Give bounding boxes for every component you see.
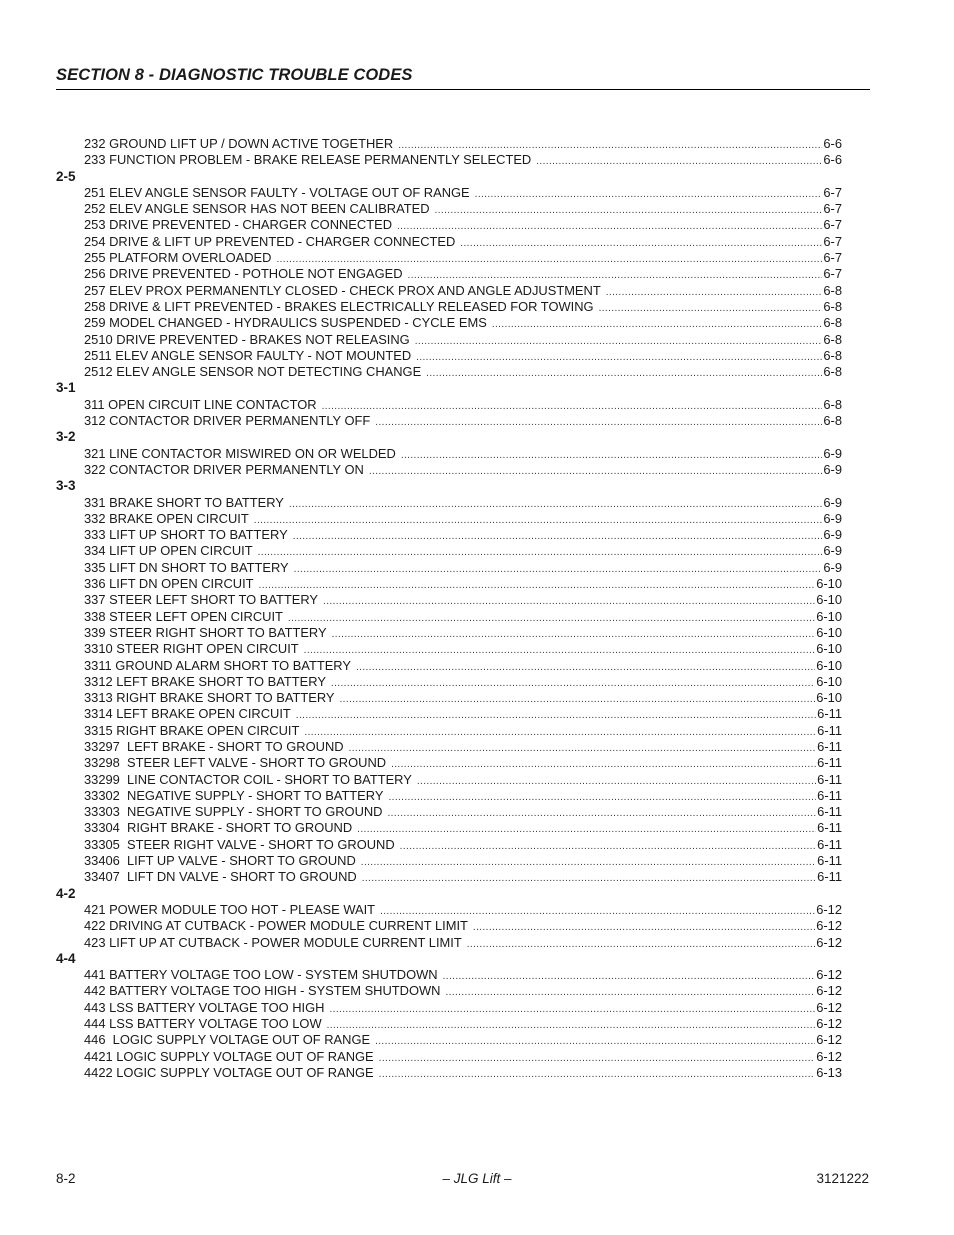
toc-dot-leader bbox=[332, 627, 816, 643]
toc-entry[interactable] bbox=[84, 299, 842, 315]
toc-entry-label: 421 POWER MODULE TOO HOT - PLEASE WAIT bbox=[84, 901, 376, 917]
toc-dot-leader bbox=[322, 399, 823, 415]
toc-entry[interactable] bbox=[84, 1000, 842, 1016]
toc-dot-leader bbox=[415, 334, 823, 350]
toc-entry-page: 6-6 bbox=[823, 152, 842, 168]
toc-dot-leader bbox=[258, 545, 823, 561]
toc-entry-label: 322 CONTACTOR DRIVER PERMANENTLY ON bbox=[84, 461, 364, 477]
toc-entry[interactable] bbox=[84, 772, 842, 788]
toc-entry[interactable] bbox=[84, 755, 842, 771]
toc-entry-page: 6-7 bbox=[823, 184, 842, 200]
toc-entry-page: 6-10 bbox=[816, 592, 842, 608]
toc-group-title: 4-2 bbox=[56, 885, 76, 901]
toc-dot-leader bbox=[349, 741, 817, 757]
toc-entry-label: 255 PLATFORM OVERLOADED bbox=[84, 250, 272, 266]
toc-entry[interactable] bbox=[84, 495, 842, 511]
toc-entry-label: 331 BRAKE SHORT TO BATTERY bbox=[84, 494, 284, 510]
toc-entry[interactable] bbox=[84, 315, 842, 331]
toc-entry-label: 254 DRIVE & LIFT UP PREVENTED - CHARGER CONNECTED bbox=[84, 233, 456, 249]
toc-entry-page: 6-7 bbox=[823, 201, 842, 217]
toc-entry-label: 333 LIFT UP SHORT TO BATTERY bbox=[84, 527, 288, 543]
toc-entry[interactable] bbox=[84, 1032, 842, 1048]
toc-dot-leader bbox=[361, 855, 816, 871]
toc-entry[interactable] bbox=[84, 690, 842, 706]
toc-dot-leader bbox=[327, 1018, 816, 1034]
toc-entry-label: 33305 STEER RIGHT VALVE - SHORT TO GROUND bbox=[84, 836, 395, 852]
toc-dot-leader bbox=[401, 448, 823, 464]
toc-entry[interactable] bbox=[84, 837, 842, 853]
toc-entry-page: 6-12 bbox=[816, 934, 842, 950]
toc-entry-page: 6-7 bbox=[823, 250, 842, 266]
toc-dot-leader bbox=[375, 415, 822, 431]
toc-entry-page: 6-10 bbox=[816, 608, 842, 624]
toc-entry[interactable] bbox=[84, 201, 842, 217]
toc-entry-page: 6-7 bbox=[823, 217, 842, 233]
toc-group-title: 3-3 bbox=[56, 478, 76, 494]
toc-entry-label: 441 BATTERY VOLTAGE TOO LOW - SYSTEM SHUTDOWN bbox=[84, 967, 438, 983]
toc-entry[interactable] bbox=[84, 446, 842, 462]
toc-entry[interactable] bbox=[84, 1065, 842, 1081]
toc-dot-leader bbox=[294, 562, 823, 578]
toc-entry-label: 335 LIFT DN SHORT TO BATTERY bbox=[84, 559, 289, 575]
toc-entry-label: 33304 RIGHT BRAKE - SHORT TO GROUND bbox=[84, 820, 353, 836]
toc-entry-label: 4422 LOGIC SUPPLY VOLTAGE OUT OF RANGE bbox=[84, 1064, 374, 1080]
toc-entry-label: 2511 ELEV ANGLE SENSOR FAULTY - NOT MOUNTED bbox=[84, 347, 412, 363]
toc-dot-leader bbox=[388, 806, 817, 822]
toc-entry[interactable] bbox=[84, 332, 842, 348]
toc-entry[interactable] bbox=[84, 967, 842, 983]
toc-entry[interactable] bbox=[84, 641, 842, 657]
toc-dot-leader bbox=[443, 969, 816, 985]
toc-entry-label: 332 BRAKE OPEN CIRCUIT bbox=[84, 510, 249, 526]
toc-entry[interactable] bbox=[84, 853, 842, 869]
toc-entry-label: 321 LINE CONTACTOR MISWIRED ON OR WELDED bbox=[84, 445, 396, 461]
toc-entry-page: 6-8 bbox=[823, 396, 842, 412]
section-header: SECTION 8 - DIAGNOSTIC TROUBLE CODES bbox=[56, 66, 413, 84]
toc-dot-leader bbox=[388, 790, 816, 806]
toc-entry-label: 336 LIFT DN OPEN CIRCUIT bbox=[84, 576, 254, 592]
toc-entry-label: 3313 RIGHT BRAKE SHORT TO BATTERY bbox=[84, 690, 335, 706]
footer-page-number: 8-2 bbox=[56, 1171, 76, 1186]
toc-dot-leader bbox=[397, 219, 822, 235]
toc-entry-page: 6-9 bbox=[823, 494, 842, 510]
toc-entry-label: 2512 ELEV ANGLE SENSOR NOT DETECTING CHANGE bbox=[84, 364, 422, 380]
toc-entry-label: 422 DRIVING AT CUTBACK - POWER MODULE CURRENT LIMIT bbox=[84, 918, 468, 934]
toc-entry-page: 6-8 bbox=[823, 282, 842, 298]
toc-dot-leader bbox=[391, 757, 816, 773]
toc-entry-page: 6-11 bbox=[817, 820, 842, 836]
toc-entry[interactable] bbox=[84, 723, 842, 739]
toc-entry[interactable] bbox=[84, 136, 842, 152]
toc-dot-leader bbox=[288, 611, 815, 627]
toc-entry-label: 33298 STEER LEFT VALVE - SHORT TO GROUND bbox=[84, 755, 387, 771]
toc-entry[interactable] bbox=[84, 935, 842, 951]
toc-entry[interactable] bbox=[84, 266, 842, 282]
toc-entry-page: 6-11 bbox=[817, 706, 842, 722]
toc-entry-label: 3310 STEER RIGHT OPEN CIRCUIT bbox=[84, 641, 299, 657]
toc-dot-leader bbox=[375, 1034, 815, 1050]
toc-entry-label: 33407 LIFT DN VALVE - SHORT TO GROUND bbox=[84, 869, 357, 885]
toc-entry-page: 6-8 bbox=[823, 331, 842, 347]
toc-group-title: 3-1 bbox=[56, 380, 76, 396]
toc-dot-leader bbox=[492, 317, 823, 333]
toc-dot-leader bbox=[379, 1051, 816, 1067]
toc-entry-page: 6-9 bbox=[823, 527, 842, 543]
toc-dot-leader bbox=[400, 839, 816, 855]
toc-entry-page: 6-12 bbox=[816, 1032, 842, 1048]
toc-entry-page: 6-10 bbox=[816, 624, 842, 640]
toc-entry-label: 423 LIFT UP AT CUTBACK - POWER MODULE CURRENT LIMIT bbox=[84, 934, 462, 950]
toc-entry-page: 6-10 bbox=[816, 576, 842, 592]
toc-entry[interactable] bbox=[84, 152, 842, 168]
toc-entry[interactable] bbox=[84, 592, 842, 608]
toc-entry-page: 6-7 bbox=[823, 266, 842, 282]
toc-entry-page: 6-8 bbox=[823, 364, 842, 380]
toc-entry[interactable] bbox=[84, 527, 842, 543]
toc-entry-page: 6-11 bbox=[817, 869, 842, 885]
toc-dot-leader bbox=[254, 513, 823, 529]
toc-dot-leader bbox=[362, 871, 816, 887]
toc-entry[interactable] bbox=[84, 185, 842, 201]
toc-entry-label: 33297 LEFT BRAKE - SHORT TO GROUND bbox=[84, 738, 344, 754]
toc-entry-page: 6-8 bbox=[823, 298, 842, 314]
footer-doc-number: 3121222 bbox=[816, 1171, 869, 1186]
toc-entry-page: 6-10 bbox=[816, 641, 842, 657]
toc-entry-label: 3314 LEFT BRAKE OPEN CIRCUIT bbox=[84, 706, 291, 722]
toc-dot-leader bbox=[467, 937, 815, 953]
toc-entry-label: 4421 LOGIC SUPPLY VOLTAGE OUT OF RANGE bbox=[84, 1048, 374, 1064]
toc-entry-label: 33406 LIFT UP VALVE - SHORT TO GROUND bbox=[84, 853, 356, 869]
toc-dot-leader bbox=[426, 366, 822, 382]
toc-entry[interactable] bbox=[84, 902, 842, 918]
toc-dot-leader bbox=[304, 725, 816, 741]
toc-dot-leader bbox=[435, 203, 823, 219]
toc-entry-label: 312 CONTACTOR DRIVER PERMANENTLY OFF bbox=[84, 413, 371, 429]
toc-entry-label: 2510 DRIVE PREVENTED - BRAKES NOT RELEASING bbox=[84, 331, 410, 347]
toc-entry[interactable] bbox=[84, 609, 842, 625]
toc-entry[interactable] bbox=[84, 283, 842, 299]
toc-entry[interactable] bbox=[84, 348, 842, 364]
toc-entry-label: 311 OPEN CIRCUIT LINE CONTACTOR bbox=[84, 396, 317, 412]
toc-entry-label: 337 STEER LEFT SHORT TO BATTERY bbox=[84, 592, 319, 608]
toc-dot-leader bbox=[475, 187, 823, 203]
table-of-contents bbox=[56, 136, 842, 1081]
toc-entry[interactable] bbox=[84, 543, 842, 559]
toc-entry-page: 6-11 bbox=[817, 722, 842, 738]
toc-entry[interactable] bbox=[84, 462, 842, 478]
toc-entry[interactable] bbox=[84, 217, 842, 233]
toc-entry-page: 6-10 bbox=[816, 673, 842, 689]
toc-dot-leader bbox=[473, 920, 815, 936]
toc-entry-page: 6-8 bbox=[823, 347, 842, 363]
toc-entry-page: 6-12 bbox=[816, 983, 842, 999]
toc-entry[interactable] bbox=[84, 397, 842, 413]
toc-entry[interactable] bbox=[84, 983, 842, 999]
toc-entry-label: 252 ELEV ANGLE SENSOR HAS NOT BEEN CALIBRATED bbox=[84, 201, 430, 217]
toc-entry[interactable] bbox=[84, 413, 842, 429]
toc-entry-page: 6-10 bbox=[816, 690, 842, 706]
toc-entry[interactable] bbox=[84, 674, 842, 690]
toc-dot-leader bbox=[296, 708, 816, 724]
toc-entry-page: 6-11 bbox=[817, 853, 842, 869]
toc-entry-page: 6-11 bbox=[817, 804, 842, 820]
toc-entry-label: 338 STEER LEFT OPEN CIRCUIT bbox=[84, 608, 283, 624]
toc-entry[interactable] bbox=[84, 1016, 842, 1032]
toc-entry[interactable] bbox=[84, 364, 842, 380]
toc-entry-label: 256 DRIVE PREVENTED - POTHOLE NOT ENGAGED bbox=[84, 266, 403, 282]
toc-dot-leader bbox=[416, 350, 822, 366]
toc-entry-label: 253 DRIVE PREVENTED - CHARGER CONNECTED bbox=[84, 217, 392, 233]
toc-entry-label: 442 BATTERY VOLTAGE TOO HIGH - SYSTEM SHUTDOWN bbox=[84, 983, 441, 999]
toc-entry-page: 6-6 bbox=[823, 136, 842, 151]
toc-entry-page: 6-12 bbox=[816, 901, 842, 917]
toc-dot-leader bbox=[369, 464, 823, 480]
toc-entry-page: 6-12 bbox=[816, 1048, 842, 1064]
toc-entry[interactable] bbox=[84, 820, 842, 836]
toc-entry[interactable] bbox=[84, 658, 842, 674]
toc-entry-label: 3312 LEFT BRAKE SHORT TO BATTERY bbox=[84, 673, 326, 689]
toc-entry-page: 6-12 bbox=[816, 1016, 842, 1032]
toc-entry-page: 6-11 bbox=[817, 738, 842, 754]
toc-entry-label: 33303 NEGATIVE SUPPLY - SHORT TO GROUND bbox=[84, 804, 383, 820]
toc-entry[interactable] bbox=[84, 560, 842, 576]
toc-entry[interactable] bbox=[84, 234, 842, 250]
toc-entry-page: 6-12 bbox=[816, 999, 842, 1015]
toc-entry[interactable] bbox=[84, 576, 842, 592]
toc-entry-label: 443 LSS BATTERY VOLTAGE TOO HIGH bbox=[84, 999, 325, 1015]
toc-entry-label: 339 STEER RIGHT SHORT TO BATTERY bbox=[84, 624, 327, 640]
toc-dot-leader bbox=[536, 154, 822, 170]
toc-entry-page: 6-12 bbox=[816, 918, 842, 934]
toc-entry-page: 6-8 bbox=[823, 315, 842, 331]
toc-entry[interactable] bbox=[84, 804, 842, 820]
toc-group-title: 4-4 bbox=[56, 950, 76, 966]
toc-entry-label: 446 LOGIC SUPPLY VOLTAGE OUT OF RANGE bbox=[84, 1032, 371, 1048]
toc-entry-label: 33302 NEGATIVE SUPPLY - SHORT TO BATTERY bbox=[84, 787, 384, 803]
toc-entry-page: 6-11 bbox=[817, 771, 842, 787]
toc-entry-page: 6-11 bbox=[817, 755, 842, 771]
toc-dot-leader bbox=[289, 497, 822, 513]
toc-entry[interactable] bbox=[84, 918, 842, 934]
toc-entry-page: 6-8 bbox=[823, 413, 842, 429]
toc-dot-leader bbox=[331, 676, 815, 692]
toc-dot-leader bbox=[356, 660, 815, 676]
toc-entry-label: 251 ELEV ANGLE SENSOR FAULTY - VOLTAGE OUT OF RANGE bbox=[84, 184, 470, 200]
toc-entry-label: 33299 LINE CONTACTOR COIL - SHORT TO BATTERY bbox=[84, 771, 412, 787]
toc-entry[interactable] bbox=[84, 1049, 842, 1065]
toc-entry-page: 6-9 bbox=[823, 543, 842, 559]
toc-dot-leader bbox=[379, 1067, 816, 1083]
toc-dot-leader bbox=[329, 1002, 815, 1018]
toc-entry[interactable] bbox=[84, 869, 842, 885]
toc-dot-leader bbox=[599, 301, 823, 317]
toc-dot-leader bbox=[293, 529, 823, 545]
toc-entry-page: 6-9 bbox=[823, 510, 842, 526]
toc-entry-page: 6-11 bbox=[817, 836, 842, 852]
header-rule bbox=[56, 89, 870, 90]
toc-dot-leader bbox=[340, 692, 816, 708]
toc-entry-label: 444 LSS BATTERY VOLTAGE TOO LOW bbox=[84, 1016, 322, 1032]
toc-entry-label: 334 LIFT UP OPEN CIRCUIT bbox=[84, 543, 253, 559]
toc-dot-leader bbox=[304, 643, 816, 659]
toc-entry-page: 6-9 bbox=[823, 461, 842, 477]
toc-entry-label: 3311 GROUND ALARM SHORT TO BATTERY bbox=[84, 657, 351, 673]
toc-entry[interactable] bbox=[84, 511, 842, 527]
toc-entry-page: 6-12 bbox=[816, 967, 842, 983]
toc-dot-leader bbox=[445, 985, 815, 1001]
toc-dot-leader bbox=[606, 285, 823, 301]
toc-entry-label: 233 FUNCTION PROBLEM - BRAKE RELEASE PERMANENTLY SELECTED bbox=[84, 152, 532, 168]
toc-entry-page: 6-9 bbox=[823, 559, 842, 575]
toc-entry[interactable] bbox=[84, 625, 842, 641]
toc-dot-leader bbox=[417, 774, 816, 790]
toc-entry-page: 6-9 bbox=[823, 445, 842, 461]
toc-entry-label: 3315 RIGHT BRAKE OPEN CIRCUIT bbox=[84, 722, 300, 738]
footer-publisher: – JLG Lift – bbox=[442, 1171, 512, 1186]
toc-entry-label: 259 MODEL CHANGED - HYDRAULICS SUSPENDED - CYCLE EMS bbox=[84, 315, 487, 331]
toc-entry-label: 232 GROUND LIFT UP / DOWN ACTIVE TOGETHER bbox=[84, 136, 394, 151]
toc-dot-leader bbox=[460, 236, 822, 252]
toc-entry-page: 6-13 bbox=[816, 1064, 842, 1080]
toc-entry-label: 257 ELEV PROX PERMANENTLY CLOSED - CHECK PROX AND ANGLE ADJUSTMENT bbox=[84, 282, 601, 298]
toc-entry[interactable] bbox=[84, 739, 842, 755]
toc-entry[interactable] bbox=[84, 706, 842, 722]
toc-dot-leader bbox=[357, 822, 816, 838]
toc-entry-label: 258 DRIVE & LIFT PREVENTED - BRAKES ELECTRICALLY RELEASED FOR TOWING bbox=[84, 298, 594, 314]
toc-entry-page: 6-10 bbox=[816, 657, 842, 673]
toc-entry-page: 6-7 bbox=[823, 233, 842, 249]
toc-entry[interactable] bbox=[84, 250, 842, 266]
toc-dot-leader bbox=[259, 578, 816, 594]
toc-group-title: 3-2 bbox=[56, 429, 76, 445]
toc-group-title: 2-5 bbox=[56, 168, 76, 184]
toc-entry-page: 6-11 bbox=[817, 787, 842, 803]
toc-entry[interactable] bbox=[84, 788, 842, 804]
toc-dot-leader bbox=[323, 594, 815, 610]
